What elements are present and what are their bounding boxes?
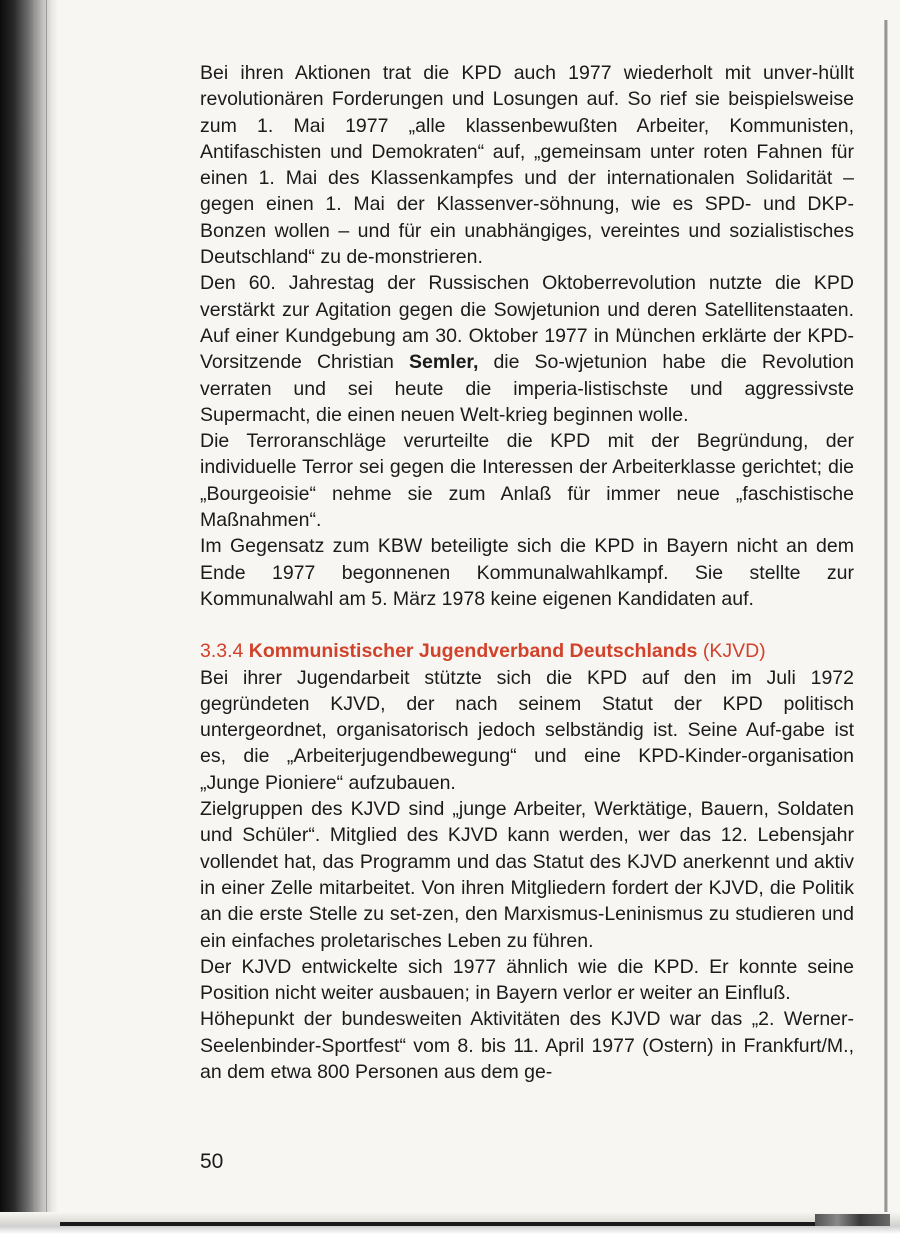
paragraph	[200, 428, 854, 533]
section-number: 3.3.4	[200, 640, 244, 663]
paragraph-text: Im Gegensatz zum KBW beteiligte sich die KPD in Bayern nicht an dem Ende 1977 begonnenen Kommunalwahlkampf. Sie stellte zur Kommunalwahl am 5. März 1978 keine eigenen Kandidaten auf.	[200, 535, 854, 610]
paragraph-text: Die Terroranschläge verurteilte die KPD mit der Begründung, der individuelle Terror sei gegen die Interessen der Arbeiterklasse gerichtet; die „Bourgeoisie“ nehme sie zum Anlaß für immer neue „faschistische Maßnahmen“.	[200, 430, 854, 532]
paragraph-text: die So-wjetunion habe die Revolution verraten und sei heute die imperia-listischste und aggressivste Supermacht, die einen neuen Welt-krieg beginnen wolle.	[200, 351, 854, 426]
page-body	[200, 60, 854, 1085]
paragraph	[200, 60, 854, 270]
section-heading	[200, 638, 854, 664]
paragraph	[200, 533, 854, 612]
paragraph-text: Bei ihren Aktionen trat die KPD auch 1977 wiederholt mit unver-hüllt revolutionären Forderungen und Losungen auf. So rief sie beispielsweise zum 1. Mai 1977 „alle klassenbewußten Arbeiter, Kommunisten, Antifaschisten und Demokraten“ auf, „gemeinsam unter roten Fahnen für einen 1. Mai des Klassenkampfes und der internationalen Solidarität – gegen einen 1. Mai der Klassenver-söhnung, wie es SPD- und DKP-Bonzen wollen – und für ein unabhängiges, vereintes und sozialistisches Deutschland“ zu de-monstrieren.	[200, 62, 854, 269]
page-right-edge	[884, 20, 888, 1225]
section-abbr: (KJVD)	[702, 640, 766, 663]
page-number: 50	[200, 1150, 224, 1173]
section-title: Kommunistischer Jugendverband Deutschlands	[248, 640, 698, 663]
book-spine-shadow	[0, 0, 58, 1240]
scan-corner-mark	[815, 1214, 890, 1226]
paragraph: Bei ihrer Jugendarbeit stützte sich die KPD auf den im Juli 1972 gegründeten KJVD, der nach seinem Statut der KPD politisch untergeordnet, organisatorisch jedoch selbständig ist. Seine Auf-gabe ist es, die „Arbeiterjugendbewegung“ und eine KPD-Kinder-organisation „Junge Pioniere“ aufzubauen.	[200, 666, 854, 794]
spine-line	[34, 0, 35, 1240]
spine-line	[46, 0, 47, 1240]
bold-name: Semler,	[408, 351, 479, 374]
paragraph: Höhepunkt der bundesweiten Aktivitäten des KJVD war das „2. Werner-Seelenbinder-Sportfest“ vom 8. bis 11. April 1977 (Ostern) in Frankfurt/M., an dem etwa 800 Personen aus dem ge-	[200, 1008, 854, 1083]
page-bottom-edge	[60, 1222, 890, 1226]
paragraph: Zielgruppen des KJVD sind „junge Arbeiter, Werktätige, Bauern, Soldaten und Schüler“. Mitglied des KJVD kann werden, wer das 12. Lebensjahr vollendet hat, das Programm und das Statut des KJVD anerkennt und aktiv in einer Zelle mitarbeitet. Von ihren Mitgliedern fordert der KJVD, die Politik an die erste Stelle zu set-zen, den Marxismus-Leninismus zu studieren und ein einfaches proletarisches Leben zu führen.	[200, 798, 854, 952]
page-bottom-shadow	[0, 1212, 900, 1240]
paragraph-text: Den 60. Jahrestag der Russischen Oktoberrevolution nutzte die KPD verstärkt zur Agitation gegen die Sowjetunion und deren Satellitenstaaten. Auf einer Kundgebung am 30. Oktober 1977 in München erklärte der KPD-Vorsitzende Christian	[200, 272, 854, 374]
paragraph: Der KJVD entwickelte sich 1977 ähnlich wie die KPD. Er konnte seine Position nicht weiter ausbauen; in Bayern verlor er weiter an Einfluß.	[200, 955, 854, 1005]
paragraph	[200, 270, 854, 428]
